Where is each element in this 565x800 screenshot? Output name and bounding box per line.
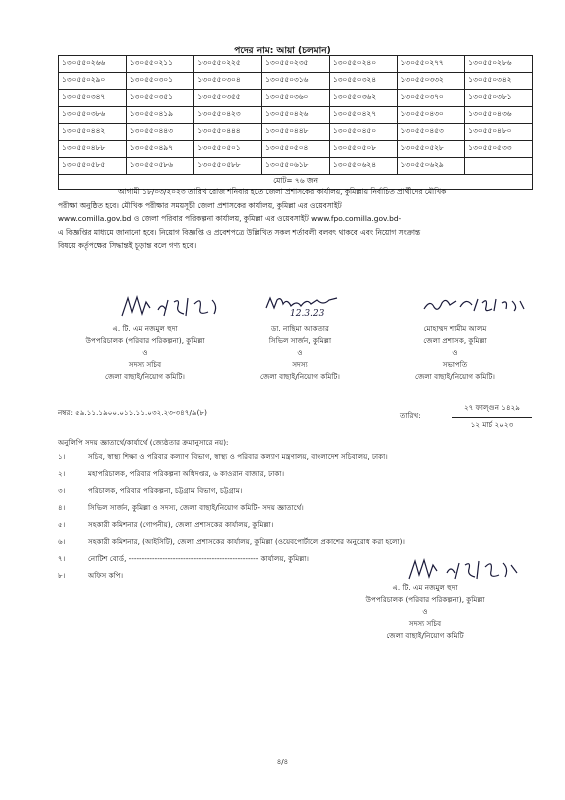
post-title: পদের নাম: আয়া (চলমান) <box>234 46 331 56</box>
page-number: ৪/৪ <box>276 758 289 766</box>
roll-number-cell: ১৩০৫৫০৪৩০ <box>397 107 465 124</box>
list-item <box>58 452 538 469</box>
roll-number-cell: ১৩০৫৫০৪৪৮ <box>262 124 330 141</box>
roll-number-cell: ১৩০৫৫০৩৬০ <box>262 90 330 107</box>
roll-number-cell: ১৩০৫৫০৬২৪ <box>329 158 397 175</box>
signatory-designation: উপপরিচালক (পরিবার পরিকল্পনা), কুমিল্লা <box>85 336 205 345</box>
item-text: সচিব, স্বাস্থ্য শিক্ষা ও পরিবার কল্যাণ বিভাগ, স্বাস্থ্য ও পরিবার কল্যাণ মন্ত্রণালয়, বাংলাদেশ সচিবালয়, ঢাকা। <box>88 452 388 461</box>
roll-number-cell: ১৩০৫৫০৪৩৬ <box>465 107 533 124</box>
notice-line: এ বিজ্ঞপ্তির মাধ্যমে জানানো হবে। নিয়োগ বিজ্ঞপ্তি ও প্রবেশপত্রে উল্লিখিত সকল শর্তাবলী বলবৎ থাকবে এবং নিয়োগ সংক্রান্ত <box>58 227 421 237</box>
signatory-name: মোহাম্মদ শামীম আলম <box>423 324 487 333</box>
roll-number-cell: ১৩০৫৫০২২৫ <box>194 56 262 73</box>
list-item <box>58 537 538 554</box>
item-number: ৩। <box>58 486 66 495</box>
item-text: সিভিল সার্জন, কুমিল্লা ও সদস্য, জেলা বাছাই/নিয়োগ কমিটি- সদয় জ্ঞাতার্থে। <box>88 503 304 512</box>
copy-heading: অনুলিপি সদয় জ্ঞাতার্থে/কার্যার্থে (জ্যেষ্ঠতার ক্রমানুসারে নয়): <box>58 438 229 447</box>
roll-number-cell: ১৩০৫৫০৪২৩ <box>194 107 262 124</box>
roll-number-cell: ১৩০৫৫০৩১৬ <box>262 73 330 90</box>
signature-block-3 <box>375 323 535 383</box>
signatory-role: সদস্য সচিব <box>408 619 442 628</box>
roll-number-cell: ১৩০৫৫০৩৭০ <box>397 90 465 107</box>
roll-number-cell: ১৩০৫৫০২১১ <box>126 56 194 73</box>
signatory-name: এ. টি. এম নজমুল হুদা <box>392 583 458 592</box>
roll-number-cell: ১৩০৫৫০৩৪২ <box>465 73 533 90</box>
roll-number-cell: ১৩০৫৫০৪৫০ <box>329 124 397 141</box>
signatory-role: সদস্য <box>292 360 308 369</box>
table-row <box>59 124 533 141</box>
roll-number-cell: ১৩০৫৫০৩৪৭ <box>59 90 127 107</box>
table-row <box>59 141 533 158</box>
roll-number-cell: ১৩০৫৫০৩৩২ <box>397 73 465 90</box>
roll-number-cell: ১৩০৫৫০২৬৬ <box>59 56 127 73</box>
item-text: মহাপরিচালক, পরিবার পরিকল্পনা অধিদপ্তর, ৬ কাওরান বাজার, ঢাকা। <box>88 469 285 478</box>
item-number: ৬। <box>58 537 66 546</box>
roll-number-cell: ১৩০৫৫০৪১৯ <box>126 107 194 124</box>
roll-number-cell: ১৩০৫৫০২৯০ <box>59 73 127 90</box>
roll-number-cell: ১৩০৫৫০৫০৪ <box>262 141 330 158</box>
signatory-name: ডা. নাছিমা আকতার <box>271 324 329 333</box>
roll-number-cell: ১৩০৫৫০২৩৫ <box>262 56 330 73</box>
roll-number-cell: ১৩০৫৫০৫৮৫ <box>59 158 127 175</box>
notice-line: পরীক্ষা অনুষ্ঠিত হবে। মৌখিক পরীক্ষার সময়সূচী জেলা প্রশাসকের কার্যালয়, কুমিল্লা এর ওয়েবসাইট <box>58 200 342 210</box>
signatory-designation: উপপরিচালক (পরিবার পরিকল্পনা), কুমিল্লা <box>365 595 485 604</box>
roll-number-cell: ১৩০৫৫০৩৫১ <box>126 90 194 107</box>
roll-number-cell: ১৩০৫৫০৫৮৬ <box>126 158 194 175</box>
item-text: অফিস কপি। <box>88 571 124 580</box>
notice-line: আগামী ১৮/০৩/২০২৩ তারিখ রোজ শনিবার হতে জেলা প্রশাসকের কার্যালয়, কুমিল্লায় নির্বাচিত প্রার্থীদের মৌখিক <box>118 187 447 196</box>
item-text: পরিচালক, পরিবার পরিকল্পনা, চট্টগ্রাম বিভাগ, চট্টগ্রাম। <box>88 486 243 495</box>
roll-number-cell: ১৩০৫৫০৩৮৬ <box>59 107 127 124</box>
total-count: মোট= ৭৬ জন <box>59 175 533 190</box>
roll-number-cell: ১৩০৫৫০৬২৯ <box>397 158 465 175</box>
signatory-designation: সিভিল সার্জন, কুমিল্লা <box>268 336 332 345</box>
roll-number-cell: ১৩০৫৫০৪২৬ <box>262 107 330 124</box>
item-text: নোটিশ বোর্ড, -------------------------------------------------- কার্যালয়, কুমিল্লা। <box>88 554 309 563</box>
signatory-committee: জেলা বাছাই/নিয়োগ কমিটি। <box>260 372 340 381</box>
item-number: ১। <box>58 452 66 461</box>
roll-number-cell: ১৩০৫৫০৪৪৩ <box>126 124 194 141</box>
signatory-committee: জেলা বাছাই/নিয়োগ কমিটি। <box>415 372 495 381</box>
item-number: ৪। <box>58 503 66 512</box>
table-row <box>59 73 533 90</box>
notice-line: বিষয়ে কর্তৃপক্ষের সিদ্ধান্তই চূড়ান্ত বলে গণ্য হবে। <box>58 241 197 251</box>
signatory-conjunction: ও <box>142 348 148 357</box>
roll-number-cell: ১৩০৫৫০৫০৮ <box>329 141 397 158</box>
signature-scrawl-bottom <box>405 555 525 585</box>
item-number: ২। <box>58 469 66 478</box>
roll-number-cell: ১৩০৫৫০৪৯৭ <box>126 141 194 158</box>
item-number: ৮। <box>58 571 66 580</box>
roll-number-cell: ১৩০৫৫০৪৪২ <box>59 124 127 141</box>
notice-paragraph <box>58 185 533 253</box>
roll-number-cell: ১৩০৫৫০২৪০ <box>329 56 397 73</box>
date-bangla: ২৭ ফাল্গুন ১৪২৯ <box>464 403 520 412</box>
signatory-conjunction: ও <box>297 348 303 357</box>
roll-number-cell: ১৩০৫৫০৬১৮ <box>262 158 330 175</box>
list-item <box>58 503 538 520</box>
signatory-role: সদস্য সচিব <box>128 360 162 369</box>
roll-number-cell: ১৩০৫৫০৩৬২ <box>329 90 397 107</box>
signatory-committee: জেলা বাছাই/নিয়োগ কমিটি। <box>105 372 185 381</box>
roll-number-cell <box>465 158 533 175</box>
signatory-conjunction: ও <box>422 607 428 616</box>
table-row <box>59 158 533 175</box>
roll-number-cell: ১৩০৫৫০৪৮৮ <box>59 141 127 158</box>
signature-block-2 <box>230 323 370 383</box>
memo-number: নম্বর: ৫৯.১১.১৯০০.০১১.১১.০৩২.২৩-৩৪৭/৯(৮) <box>58 408 207 417</box>
date-divider <box>452 417 532 418</box>
roll-number-cell: ১৩০৫৫০৪৪৪ <box>194 124 262 141</box>
item-number: ৫। <box>58 520 66 529</box>
item-text: সহকারী কমিশনার (গোপনীয়), জেলা প্রশাসকের কার্যালয়, কুমিল্লা। <box>88 520 274 529</box>
signatory-role: সভাপতি <box>442 360 468 369</box>
signature-block-bottom <box>330 582 520 642</box>
roll-number-cell: ১৩০৫৫০৩০১ <box>126 73 194 90</box>
date-label: তারিখ: <box>400 411 421 420</box>
signature-date-scrawl: 12.3.23 <box>290 309 325 319</box>
roll-number-cell: ১৩০৫৫০৪২৭ <box>329 107 397 124</box>
roll-number-cell: ১৩০৫৫০৩৫৫ <box>194 90 262 107</box>
signatory-designation: জেলা প্রশাসক, কুমিল্লা <box>423 336 487 345</box>
roll-number-cell: ১৩০৫৫০২৮৬ <box>465 56 533 73</box>
roll-number-cell: ১৩০৫৫০৫৩৩ <box>465 141 533 158</box>
date-english: ১২ মার্চ ২০২৩ <box>470 420 514 429</box>
signature-scrawl-3 <box>420 293 530 315</box>
list-item <box>58 469 538 486</box>
roll-number-table <box>58 55 533 190</box>
roll-number-cell: ১৩০৫৫০৩৮১ <box>465 90 533 107</box>
signatory-committee: জেলা বাছাই/নিয়োগ কমিটি <box>386 631 464 640</box>
roll-number-cell: ১৩০৫৫০২৭৭ <box>397 56 465 73</box>
item-number: ৭। <box>58 554 66 563</box>
roll-number-cell: ১৩০৫৫০৪৫৩ <box>397 124 465 141</box>
table-row <box>59 56 533 73</box>
signature-block-1 <box>60 323 230 383</box>
list-item <box>58 486 538 503</box>
signatory-conjunction: ও <box>452 348 458 357</box>
signatory-name: এ. টি. এম নজমুল হুদা <box>112 324 178 333</box>
list-item <box>58 520 538 537</box>
table-row <box>59 90 533 107</box>
table-row <box>59 107 533 124</box>
item-text: সহকারী কমিশনার, (আইসিটি), জেলা প্রশাসকের কার্যালয়, কুমিল্লা (ওয়েবপোর্টালে প্রকাশের অনুরোধ করা হলো)। <box>88 537 405 546</box>
roll-number-cell: ১৩০৫৫০৪৮০ <box>465 124 533 141</box>
notice-line: www.comilla.gov.bd ও জেলা পরিবার পরিকল্পনা কার্যালয়, কুমিল্লা এর ওয়েবসাইট www.fpo.comilla.gov.bd- <box>58 214 402 224</box>
roll-number-cell: ১৩০৫৫০৩০৪ <box>194 73 262 90</box>
roll-number-cell: ১৩০৫৫০৫২৮ <box>397 141 465 158</box>
signature-scrawl-1 <box>118 292 228 322</box>
roll-number-cell: ১৩০৫৫০৫৮৮ <box>194 158 262 175</box>
roll-number-cell: ১৩০৫৫০৫০১ <box>194 141 262 158</box>
roll-number-cell: ১৩০৫৫০৩২৪ <box>329 73 397 90</box>
